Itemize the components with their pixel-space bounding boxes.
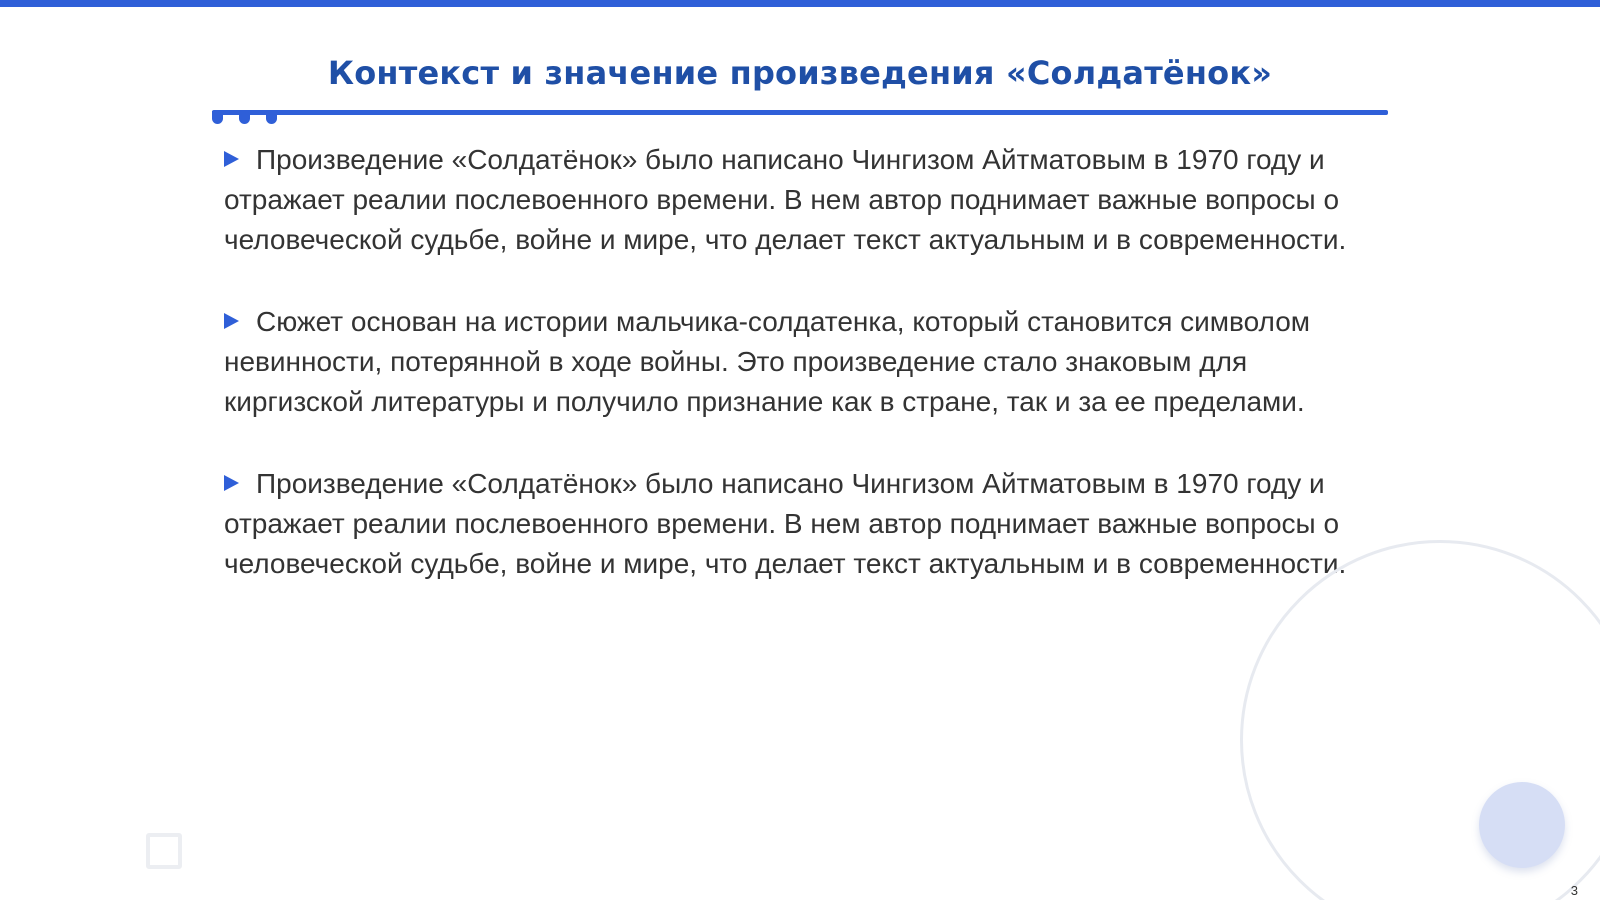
bullet-item-3 bbox=[224, 464, 1374, 584]
bullet-text: Сюжет основан на истории мальчика-солдатенка, который становится символом невинности, потерянной в ходе войны. Это произведение стало знаковым для киргизской литературы и получило признание как в стране, так и за ее пределами. bbox=[224, 306, 1311, 417]
bullet-item-2 bbox=[224, 302, 1374, 422]
decor-square-outline bbox=[146, 833, 182, 869]
slide-title: Контекст и значение произведения «Солдатёнок» bbox=[327, 54, 1273, 92]
bullet-text: Произведение «Солдатёнок» было написано Чингизом Айтматовым в 1970 году и отражает реалии послевоенного времени. В нем автор поднимает важные вопросы о человеческой судьбе, войне и мире, что делает текст актуальным и в современности. bbox=[224, 468, 1347, 579]
bullet-text: Произведение «Солдатёнок» было написано Чингизом Айтматовым в 1970 году и отражает реалии послевоенного времени. В нем автор поднимает важные вопросы о человеческой судьбе, войне и мире, что делает текст актуальным и в современности. bbox=[224, 144, 1347, 255]
page-number: 3 bbox=[1570, 883, 1578, 898]
decor-dot bbox=[212, 111, 223, 124]
top-accent-bar bbox=[0, 0, 1600, 7]
bullet-list bbox=[224, 140, 1374, 626]
title-dots-decoration bbox=[212, 111, 282, 125]
bullet-item-1 bbox=[224, 140, 1374, 260]
decor-dot bbox=[239, 111, 250, 124]
triangle-right-icon bbox=[224, 313, 239, 329]
decor-circle-filled bbox=[1479, 782, 1565, 868]
title-underline bbox=[212, 110, 1388, 115]
triangle-right-icon bbox=[224, 475, 239, 491]
decor-dot bbox=[266, 111, 277, 124]
triangle-right-icon bbox=[224, 151, 239, 167]
